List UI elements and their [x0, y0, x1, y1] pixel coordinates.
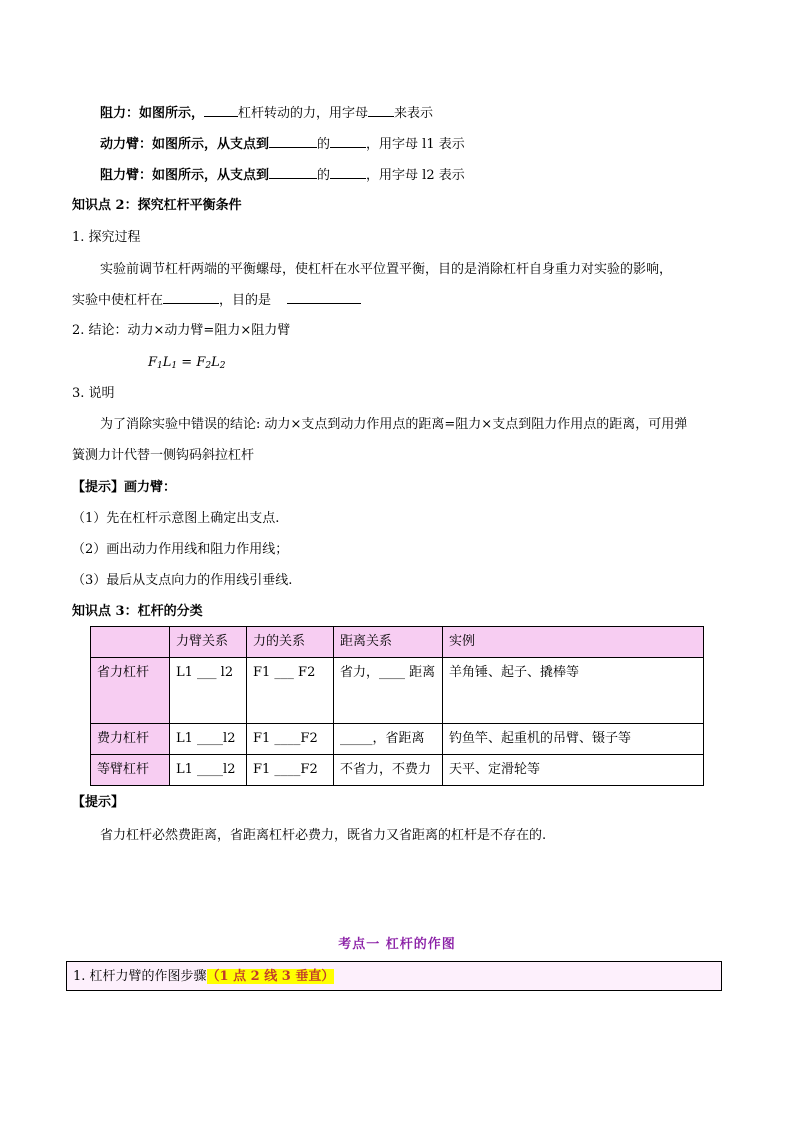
- resistance-force-text-c: 来表示: [394, 106, 434, 121]
- effort-arm-text-b: 的: [317, 137, 331, 152]
- kp2-step1-para2-b: ，目的是: [219, 293, 272, 308]
- table-cell-arm: L1 ____l2: [170, 755, 247, 786]
- formula-sub: 1: [171, 361, 178, 371]
- table-header-cell: 力的关系: [247, 627, 334, 658]
- blank: [330, 135, 366, 148]
- table-header-cell: 力臂关系: [170, 627, 247, 658]
- exam-box-prefix: 1. 杠杆力臂的作图步骤: [73, 969, 207, 984]
- table-cell-arm: L1 ____l2: [170, 724, 247, 755]
- formula-sub: 2: [219, 361, 226, 371]
- table-cell-dist: _____，省距离: [334, 724, 443, 755]
- table-cell-example: 天平、定滑轮等: [443, 755, 704, 786]
- blank: [269, 135, 317, 148]
- blank: [368, 104, 394, 117]
- effort-arm-text-c: ，用字母 l1 表示: [366, 137, 465, 152]
- tip1-heading: 【提示】画力臂：: [72, 480, 177, 495]
- exam-point-title: 考点一 杠杆的作图: [338, 937, 456, 952]
- kp2-note-heading: 3. 说明: [72, 386, 115, 401]
- formula-l2: L: [211, 355, 220, 370]
- kp2-step1-heading: 1. 探究过程: [72, 230, 141, 245]
- exam-box-highlight: （1 点 2 线 3 垂直）: [206, 969, 335, 984]
- balance-formula: [148, 354, 225, 375]
- table-cell-force: F1 ____F2: [247, 724, 334, 755]
- table-cell-type: 等臂杠杆: [91, 755, 170, 786]
- resistance-force-text-b: 杠杆转动的力，用字母: [238, 106, 369, 121]
- table-header-row: [91, 627, 704, 658]
- table-cell-force: F1 ___ F2: [247, 658, 334, 724]
- effort-arm-text-a: 动力臂：如图所示，从支点到: [100, 137, 270, 152]
- exam-point-box: [66, 961, 722, 991]
- blank: [287, 291, 361, 304]
- table-cell-example: 钓鱼竿、起重机的吊臂、镊子等: [443, 724, 704, 755]
- effort-arm-line: [100, 135, 465, 154]
- resistance-arm-text-c: ，用字母 l2 表示: [366, 168, 465, 183]
- table-header-cell: 距离关系: [334, 627, 443, 658]
- table-row: [91, 755, 704, 786]
- blank: [204, 104, 238, 117]
- table-row: [91, 724, 704, 755]
- formula-f1: F: [148, 355, 158, 370]
- tip1-item: （3）最后从支点向力的作用线引垂线.: [72, 573, 293, 588]
- table-cell-type: 费力杠杆: [91, 724, 170, 755]
- table-cell-type: 省力杠杆: [91, 658, 170, 724]
- tip2-text: 省力杠杆必然费距离，省距离杠杆必费力，既省力又省距离的杠杆是不存在的.: [100, 828, 547, 843]
- table-header-cell: 实例: [443, 627, 704, 658]
- lever-classification-table: [90, 626, 704, 786]
- resistance-force-line: [100, 104, 433, 123]
- resistance-arm-text-b: 的: [317, 168, 331, 183]
- tip2-heading: 【提示】: [72, 795, 125, 810]
- table-cell-arm: L1 ___ l2: [170, 658, 247, 724]
- formula-sub: 1: [157, 361, 163, 371]
- blank: [163, 291, 219, 304]
- table-cell-force: F1 ____F2: [247, 755, 334, 786]
- resistance-arm-text-a: 阻力臂：如图所示，从支点到: [100, 168, 270, 183]
- kp2-note-para1: 为了消除实验中错误的结论: 动力×支点到动力作用点的距离=阻力×支点到阻力作用点的距离，可用弹: [100, 417, 688, 432]
- kp2-heading: 知识点 2：探究杠杆平衡条件: [72, 198, 242, 213]
- kp2-step1-para2-a: 实验中使杠杆在: [72, 293, 164, 308]
- kp2-step1-para1: 实验前调节杠杆两端的平衡螺母，使杠杆在水平位置平衡，目的是消除杠杆自身重力对实验的影响，: [100, 262, 673, 277]
- formula-sub: 2: [205, 361, 212, 371]
- blank: [269, 166, 317, 179]
- kp3-heading: 知识点 3：杠杆的分类: [72, 604, 203, 619]
- blank: [330, 166, 366, 179]
- kp2-note-para2: 簧测力计代替一侧钩码斜拉杠杆: [72, 448, 255, 463]
- kp2-conclusion: 2. 结论：动力×动力臂=阻力×阻力臂: [72, 323, 291, 338]
- formula-eq: =: [177, 355, 197, 370]
- formula-f2: F: [196, 355, 206, 370]
- table-cell-example: 羊角锤、起子、撬棒等: [443, 658, 704, 724]
- formula-l1: L: [162, 355, 172, 370]
- tip1-item: （2）画出动力作用线和阻力作用线；: [72, 542, 289, 557]
- table-header-cell: [91, 627, 170, 658]
- kp2-step1-para2: [72, 291, 361, 310]
- resistance-force-text-a: 阻力：如图所示，: [100, 106, 205, 121]
- table-cell-dist: 省力，____ 距离: [334, 658, 443, 724]
- resistance-arm-line: [100, 166, 465, 185]
- tip1-item: （1）先在杠杆示意图上确定出支点.: [72, 511, 280, 526]
- table-cell-dist: 不省力，不费力: [334, 755, 443, 786]
- table-row: [91, 658, 704, 724]
